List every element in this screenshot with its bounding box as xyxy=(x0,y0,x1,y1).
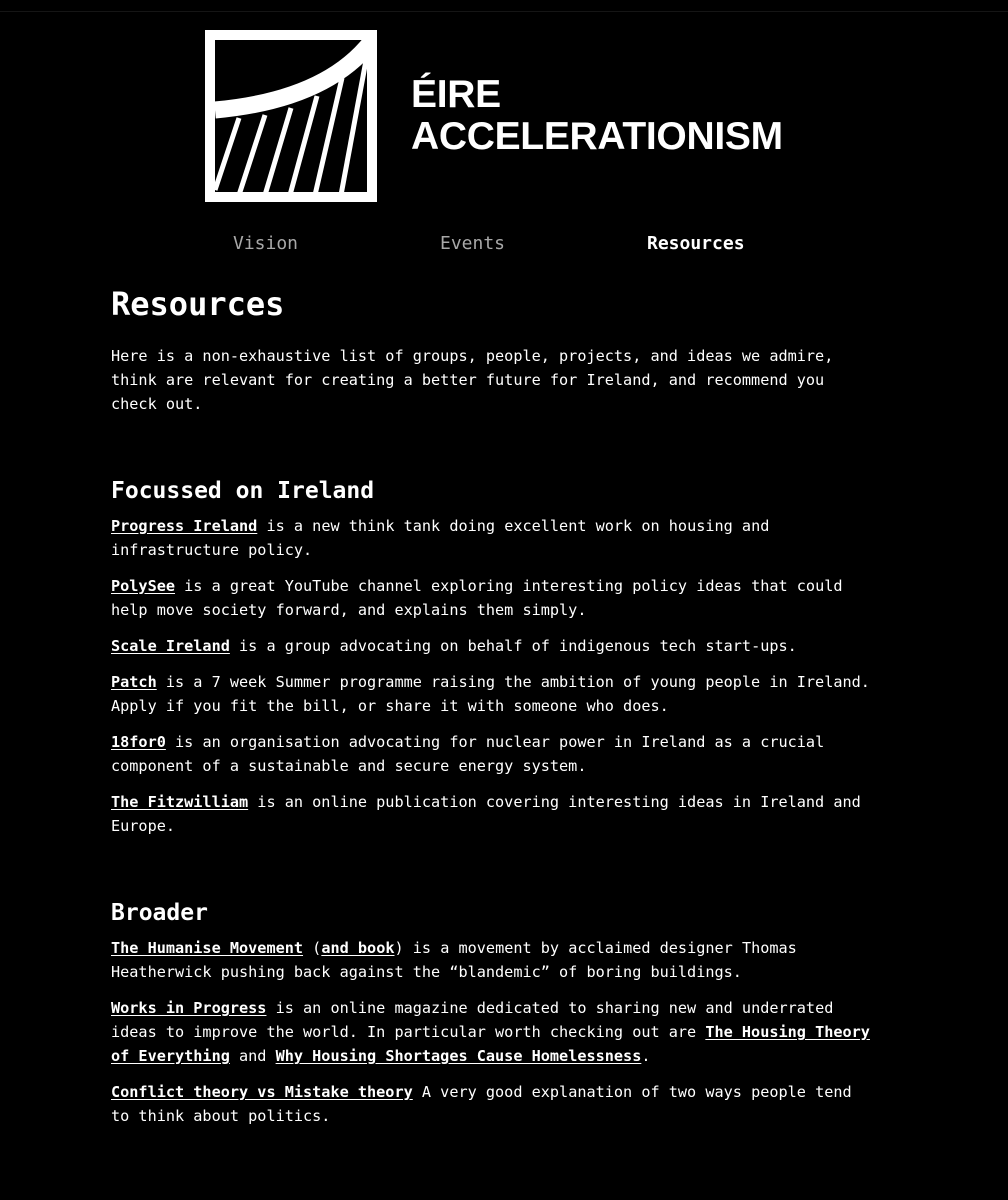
resource-description: is an online publication covering interesting ideas in Ireland and Europe. xyxy=(111,793,861,835)
section-heading-ireland: Focussed on Ireland xyxy=(111,478,375,504)
link-housing-theory[interactable]: The Housing Theory of Everything xyxy=(111,1023,870,1065)
resource-item xyxy=(111,790,871,838)
resource-item xyxy=(111,574,871,622)
link-works-in-progress[interactable]: Works in Progress xyxy=(111,999,267,1017)
nav-events[interactable]: Events xyxy=(440,233,506,254)
nav-resources[interactable]: Resources xyxy=(647,233,745,254)
resource-description: ) is a movement by acclaimed designer Thomas Heatherwick pushing back against the “blandemic” of boring buildings. xyxy=(111,939,797,981)
link-scale-ireland[interactable]: Scale Ireland xyxy=(111,637,230,655)
resource-description: is an online magazine dedicated to sharing new and underrated ideas to improve the world. In particular worth checking out are xyxy=(111,999,834,1041)
link-polysee[interactable]: PolySee xyxy=(111,577,176,595)
sentence-end: . xyxy=(641,1047,651,1065)
section-broader xyxy=(111,898,871,1128)
nav-vision[interactable]: Vision xyxy=(233,233,299,254)
resource-item xyxy=(111,1080,871,1128)
site-title[interactable] xyxy=(411,74,783,158)
resource-item xyxy=(111,514,871,562)
paren-open: ( xyxy=(303,939,322,957)
section-ireland xyxy=(111,476,871,838)
resource-item xyxy=(111,996,871,1068)
resource-item xyxy=(111,730,871,778)
resource-item xyxy=(111,670,871,718)
page-title: Resources xyxy=(111,285,285,323)
link-conflict-vs-mistake[interactable]: Conflict theory vs Mistake theory xyxy=(111,1083,413,1101)
resource-description: A very good explanation of two ways people tend to think about politics. xyxy=(111,1083,852,1125)
intro-text: Here is a non-exhaustive list of groups, people, projects, and ideas we admire, think are relevant for creating a better future for Ireland, and recommend you check out. xyxy=(111,347,834,413)
eire-accelerationism-logo[interactable] xyxy=(205,30,377,202)
resource-description: is a group advocating on behalf of indigenous tech start-ups. xyxy=(229,637,797,655)
link-the-fitzwilliam[interactable]: The Fitzwilliam xyxy=(111,793,249,811)
link-and-book[interactable]: and book xyxy=(321,939,395,957)
link-housing-shortages[interactable]: Why Housing Shortages Cause Homelessness xyxy=(275,1047,642,1065)
top-divider xyxy=(0,11,1008,12)
conjunction-text: and xyxy=(229,1047,276,1065)
resource-description: is a new think tank doing excellent work on housing and infrastructure policy. xyxy=(111,517,770,559)
resource-description: is a great YouTube channel exploring interesting policy ideas that could help move society forward, and explains them simply. xyxy=(111,577,843,619)
resource-description: is an organisation advocating for nuclear power in Ireland as a crucial component of a sustainable and secure energy system. xyxy=(111,733,825,775)
site-header xyxy=(205,30,805,202)
resource-item xyxy=(111,936,871,984)
main-nav xyxy=(0,230,1008,260)
site-title-line2: ACCELERATIONISM xyxy=(411,115,783,158)
link-humanise-movement[interactable]: The Humanise Movement xyxy=(111,939,304,957)
resource-item xyxy=(111,634,871,658)
section-heading-broader: Broader xyxy=(111,900,208,926)
resource-description: is a 7 week Summer programme raising the ambition of young people in Ireland. Apply if you fit the bill, or share it with someone who does. xyxy=(111,673,870,715)
link-18for0[interactable]: 18for0 xyxy=(111,733,166,751)
link-progress-ireland[interactable]: Progress Ireland xyxy=(111,517,258,535)
site-title-line1: ÉIRE xyxy=(411,73,501,116)
main-content xyxy=(111,282,871,1188)
link-patch[interactable]: Patch xyxy=(111,673,157,691)
